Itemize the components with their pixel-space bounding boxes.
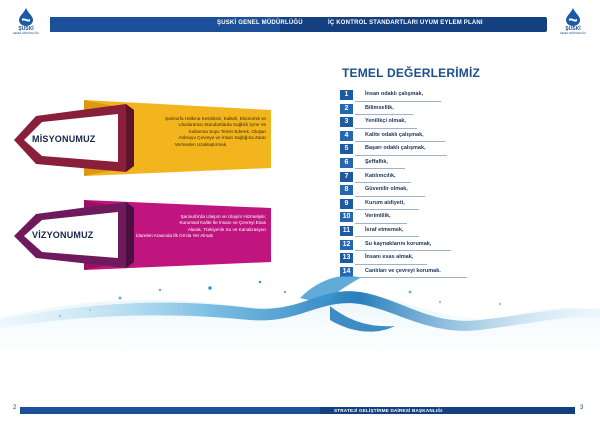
suski-logo-right	[553, 8, 593, 35]
value-number: 1	[340, 90, 353, 100]
mission-line: Atıksuyu Çevreye ve İnsan Sağlığına Zarar	[178, 135, 266, 141]
mission-text	[136, 116, 266, 148]
value-label: Bilimsellik,	[365, 104, 394, 111]
value-number: 3	[340, 117, 353, 127]
list-item	[340, 130, 500, 144]
value-label: Kurum aidiyeti,	[365, 199, 405, 206]
list-item	[340, 143, 500, 157]
logo-name: ŞUSKİ	[18, 26, 34, 32]
value-label: Verimlilik,	[365, 213, 391, 220]
value-number: 4	[340, 131, 353, 141]
list-item	[340, 198, 500, 212]
value-label: Yenilikçi olmak,	[365, 118, 406, 125]
value-number: 2	[340, 104, 353, 114]
list-item	[340, 171, 500, 185]
list-item	[340, 103, 500, 117]
mission-line: Uluslararası Standartlarda Sağlıklı İçme Ve	[178, 122, 266, 128]
mission-ribbon	[14, 96, 274, 180]
list-item	[340, 157, 500, 171]
list-item	[340, 239, 500, 253]
mission-line: Vermeden Uzaklaştırmak.	[174, 141, 228, 147]
value-number: 8	[340, 185, 353, 195]
value-label: Katılımcılık,	[365, 172, 396, 179]
page-number-right: 3	[580, 405, 584, 411]
value-number: 9	[340, 199, 353, 209]
logo-subtitle: GENEL MÜDÜRLÜĞÜ	[12, 32, 40, 35]
vision-line: Şanlıurfa'da Ulaşım ve Ulaşılır Hizmetiyle;	[180, 214, 266, 219]
logo-subtitle: GENEL MÜDÜRLÜĞÜ	[559, 32, 587, 35]
header-org-title: ŞUSKİ GENEL MÜDÜRLÜĞÜ	[217, 20, 303, 26]
suski-logo-left	[6, 8, 46, 35]
logo-name: ŞUSKİ	[565, 26, 581, 32]
list-item	[340, 116, 500, 130]
list-item	[340, 89, 500, 103]
vision-text	[136, 214, 266, 240]
values-title: TEMEL DEĞERLERİMİZ	[342, 66, 481, 80]
value-label: İsraf etmemek,	[365, 226, 404, 233]
value-label: İnsanı esas almak,	[365, 254, 414, 261]
vision-line: Kurumsal Kalite İle İnsanı ve Çevreyi Esas	[179, 220, 266, 226]
value-number: 11	[340, 226, 353, 236]
list-item	[340, 211, 500, 225]
mission-title: MİSYONUMUZ	[32, 134, 96, 144]
mission-line: Şanlıurfa Halkına Kesintisiz, Kaliteli, Ekonomik ve	[165, 116, 266, 121]
value-number: 7	[340, 172, 353, 182]
footer-bar	[20, 407, 575, 414]
value-label: Kalite odaklı çalışmak,	[365, 131, 424, 138]
value-label: Su kaynaklarını korumak,	[365, 240, 432, 247]
value-label: Başarı odaklı çalışmak,	[365, 145, 426, 152]
value-number: 14	[340, 267, 353, 277]
list-item	[340, 184, 500, 198]
value-number: 13	[340, 253, 353, 263]
water-drop-logo-icon	[18, 8, 34, 26]
values-list	[340, 89, 500, 279]
vision-line: İdareleri Arasında İlk On'da Yer Almak	[136, 233, 213, 239]
value-number: 6	[340, 158, 353, 168]
footer-department: STRATEJİ GELİŞTİRME DAİRESİ BAŞKANLIĞI	[334, 408, 443, 413]
value-number: 12	[340, 240, 353, 250]
value-number: 5	[340, 144, 353, 154]
header-bar	[50, 17, 547, 32]
water-splash-graphic	[0, 258, 600, 378]
value-label: Canlıları ve çevreyi korumak.	[365, 267, 441, 274]
page-number-left: 2	[13, 405, 17, 411]
value-label: Şeffaflık,	[365, 158, 388, 165]
value-label: Güvenilir olmak,	[365, 186, 408, 193]
value-number: 10	[340, 212, 353, 222]
vision-title: VİZYONUMUZ	[32, 230, 94, 240]
value-label: İnsan odaklı çalışmak,	[365, 91, 424, 97]
header-plan-title: İÇ KONTROL STANDARTLARI UYUM EYLEM PLANI	[328, 20, 483, 26]
water-drop-logo-icon	[565, 8, 581, 26]
list-item	[340, 225, 500, 239]
vision-line: Alarak, Türkiye'de Su ve Kanalizasyon	[187, 226, 266, 232]
mission-line: Kullanma Suyu Temin Ederek, Oluşan	[188, 128, 266, 134]
